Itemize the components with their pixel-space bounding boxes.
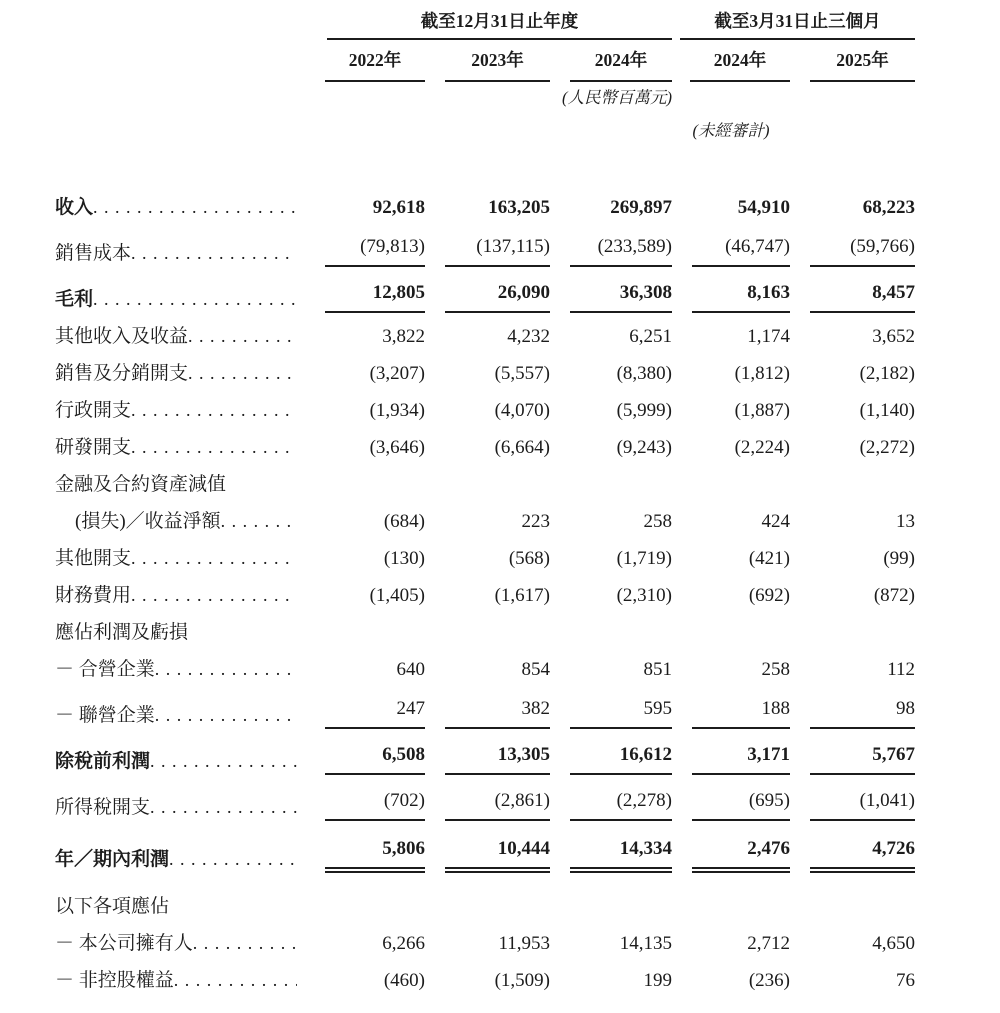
- cell-value-2024: 258: [643, 511, 673, 532]
- row-label: 收入: [55, 197, 94, 218]
- unaudited-note-row: [0, 110, 1000, 143]
- col-group-quarterly-label: 截至3月31日止三個月: [680, 8, 915, 40]
- cell-value-2024: 851: [643, 659, 673, 680]
- cell-value-2024-q1: (46,747): [692, 234, 790, 267]
- dot-leader: [188, 326, 297, 348]
- cell-value-2022: (3,207): [369, 363, 425, 384]
- table-row: [0, 920, 1000, 957]
- cell-value-2023: (6,664): [494, 437, 550, 458]
- table-row: [0, 873, 1000, 920]
- cell-value-2024-q1: (1,812): [734, 363, 791, 384]
- dot-leader: [155, 705, 297, 727]
- row-label: 所得稅開支: [55, 797, 151, 818]
- cell-value-2024-q1: (236): [748, 970, 791, 991]
- cell-value-2024: (2,278): [570, 788, 672, 821]
- cell-value-2022: 5,806: [325, 836, 425, 873]
- cell-value-2024: (233,589): [570, 234, 672, 267]
- dot-leader: [150, 751, 297, 773]
- cell-value-2022: 12,805: [325, 280, 425, 313]
- cell-value-2022: 6,266: [382, 933, 425, 954]
- table-row: [0, 387, 1000, 424]
- col-header-2025-q1: 2025年: [790, 40, 915, 82]
- table-row: [0, 184, 1000, 221]
- table-row: [0, 729, 1000, 775]
- cell-value-2025-q1: 76: [896, 970, 916, 991]
- table-row: [0, 313, 1000, 350]
- cell-value-2024: 36,308: [570, 280, 672, 313]
- year-header-row: [0, 40, 1000, 82]
- col-group-annual-label: 截至12月31日止年度: [327, 8, 672, 40]
- dot-leader: [155, 659, 297, 681]
- cell-value-2022: 6,508: [325, 742, 425, 775]
- row-label: 金融及合約資產減值: [55, 474, 227, 495]
- row-label: 應佔利潤及虧損: [55, 622, 189, 643]
- table-row: [0, 609, 1000, 646]
- cell-value-2024-q1: 1,174: [747, 326, 791, 347]
- cell-value-2024-q1: 188: [692, 696, 790, 729]
- row-label: － 本公司擁有人: [55, 933, 193, 954]
- dot-leader: [131, 585, 297, 607]
- cell-value-2025-q1: (59,766): [810, 234, 915, 267]
- cell-value-2024-q1: (2,224): [734, 437, 791, 458]
- cell-value-2025-q1: 4,650: [872, 933, 916, 954]
- cell-value-2024: (9,243): [616, 437, 673, 458]
- cell-value-2025-q1: (872): [873, 585, 916, 606]
- cell-value-2025-q1: (1,041): [810, 788, 915, 821]
- table-row: [0, 646, 1000, 683]
- cell-value-2023: (568): [508, 548, 550, 569]
- dot-leader: [93, 197, 297, 219]
- cell-value-2022: 640: [396, 659, 425, 680]
- cell-value-2024: 16,612: [570, 742, 672, 775]
- cell-value-2025-q1: 13: [896, 511, 916, 532]
- cell-value-2024-q1: (695): [692, 788, 790, 821]
- dot-leader: [221, 511, 297, 533]
- cell-value-2024-q1: 2,476: [692, 836, 790, 873]
- cell-value-2022: (79,813): [325, 234, 425, 267]
- header-spacer: [0, 143, 1000, 184]
- row-label: － 合營企業: [55, 659, 155, 680]
- cell-value-2024: 14,334: [570, 836, 672, 873]
- dot-leader: [150, 797, 297, 819]
- row-label: 財務費用: [55, 585, 132, 606]
- dot-leader: [131, 548, 297, 570]
- row-label: － 聯營企業: [55, 705, 155, 726]
- col-header-2024: 2024年: [550, 40, 672, 82]
- table-row: [0, 572, 1000, 609]
- row-label: 行政開支: [55, 400, 132, 421]
- currency-note: (人民幣百萬元): [562, 88, 673, 107]
- dot-leader: [188, 363, 297, 385]
- row-label: 銷售成本: [55, 243, 132, 264]
- cell-value-2024-q1: 8,163: [692, 280, 790, 313]
- cell-value-2022: (460): [383, 970, 425, 991]
- table-row: [0, 267, 1000, 313]
- cell-value-2023: (5,557): [494, 363, 550, 384]
- row-label: 毛利: [55, 289, 94, 310]
- cell-value-2025-q1: 8,457: [810, 280, 915, 313]
- cell-value-2025-q1: 112: [887, 659, 916, 680]
- cell-value-2024: 595: [570, 696, 672, 729]
- cell-value-2023: (1,509): [494, 970, 550, 991]
- cell-value-2023: 163,205: [488, 197, 550, 218]
- column-group-row: [0, 8, 1000, 40]
- currency-note-row: [0, 82, 1000, 110]
- cell-value-2023: 13,305: [445, 742, 550, 775]
- cell-value-2024-q1: (421): [748, 548, 791, 569]
- table-row: [0, 350, 1000, 387]
- cell-value-2023: 26,090: [445, 280, 550, 313]
- financial-table: [0, 8, 1000, 994]
- dot-leader: [193, 933, 297, 955]
- cell-value-2023: 854: [521, 659, 550, 680]
- cell-value-2022: 247: [325, 696, 425, 729]
- row-label: 其他開支: [55, 548, 132, 569]
- cell-value-2024-q1: (1,887): [734, 400, 791, 421]
- dot-leader: [93, 289, 297, 311]
- cell-value-2023: 4,232: [507, 326, 550, 347]
- dot-leader: [131, 243, 297, 265]
- dot-leader: [131, 437, 297, 459]
- cell-value-2024: 199: [643, 970, 673, 991]
- table-row: [0, 775, 1000, 821]
- table-row: [0, 424, 1000, 461]
- cell-value-2023: 382: [445, 696, 550, 729]
- cell-value-2023: 223: [521, 511, 550, 532]
- cell-value-2025-q1: 5,767: [810, 742, 915, 775]
- row-label: 其他收入及收益: [55, 326, 189, 347]
- cell-value-2024-q1: (692): [748, 585, 791, 606]
- cell-value-2022: (1,405): [369, 585, 425, 606]
- row-label: 銷售及分銷開支: [55, 363, 189, 384]
- row-label: 除稅前利潤: [55, 751, 151, 772]
- cell-value-2023: (1,617): [494, 585, 550, 606]
- cell-value-2024: (1,719): [616, 548, 673, 569]
- cell-value-2025-q1: (1,140): [859, 400, 916, 421]
- row-label: 年／期內利潤: [55, 849, 170, 870]
- col-header-2022: 2022年: [305, 40, 425, 82]
- dot-leader: [131, 400, 297, 422]
- row-label: 以下各項應佔: [55, 896, 170, 917]
- dot-leader: [174, 970, 297, 992]
- cell-value-2024: 14,135: [619, 933, 673, 954]
- cell-value-2024: 269,897: [610, 197, 673, 218]
- cell-value-2025-q1: 3,652: [872, 326, 916, 347]
- table-row: [0, 957, 1000, 994]
- cell-value-2022: 3,822: [382, 326, 425, 347]
- unaudited-note: (未經審計): [692, 121, 770, 140]
- table-row: [0, 821, 1000, 873]
- cell-value-2023: 10,444: [445, 836, 550, 873]
- table-row: [0, 461, 1000, 498]
- table-row: [0, 683, 1000, 729]
- cell-value-2024-q1: 2,712: [747, 933, 791, 954]
- cell-value-2025-q1: 4,726: [810, 836, 915, 873]
- dot-leader: [169, 849, 297, 871]
- row-label: － 非控股權益: [55, 970, 174, 991]
- cell-value-2022: (3,646): [369, 437, 425, 458]
- col-group-quarterly: [672, 8, 915, 40]
- cell-value-2024-q1: 54,910: [737, 197, 791, 218]
- cell-value-2024-q1: 3,171: [692, 742, 790, 775]
- table-body: [0, 184, 1000, 994]
- cell-value-2023: (4,070): [494, 400, 550, 421]
- cell-value-2022: 92,618: [372, 197, 425, 218]
- cell-value-2024: (8,380): [616, 363, 673, 384]
- cell-value-2022: (1,934): [369, 400, 425, 421]
- row-label: (損失)／收益淨額: [75, 511, 221, 532]
- table-row: [0, 221, 1000, 267]
- table-header: [0, 8, 1000, 184]
- cell-value-2022: (130): [383, 548, 425, 569]
- cell-value-2023: (137,115): [445, 234, 550, 267]
- cell-value-2025-q1: 98: [810, 696, 915, 729]
- cell-value-2025-q1: (2,182): [859, 363, 916, 384]
- cell-value-2025-q1: 68,223: [862, 197, 916, 218]
- cell-value-2024-q1: 258: [761, 659, 791, 680]
- table-row: [0, 498, 1000, 535]
- cell-value-2024: 6,251: [629, 326, 673, 347]
- row-label: 研發開支: [55, 437, 132, 458]
- cell-value-2022: (684): [383, 511, 425, 532]
- table-row: [0, 535, 1000, 572]
- cell-value-2024-q1: 424: [761, 511, 791, 532]
- cell-value-2022: (702): [325, 788, 425, 821]
- col-group-annual: [305, 8, 672, 40]
- cell-value-2025-q1: (99): [883, 548, 916, 569]
- col-header-2024-q1: 2024年: [672, 40, 790, 82]
- cell-value-2024: (2,310): [616, 585, 673, 606]
- cell-value-2024: (5,999): [616, 400, 673, 421]
- col-header-2023: 2023年: [425, 40, 550, 82]
- cell-value-2023: 11,953: [498, 933, 550, 954]
- cell-value-2023: (2,861): [445, 788, 550, 821]
- cell-value-2025-q1: (2,272): [859, 437, 916, 458]
